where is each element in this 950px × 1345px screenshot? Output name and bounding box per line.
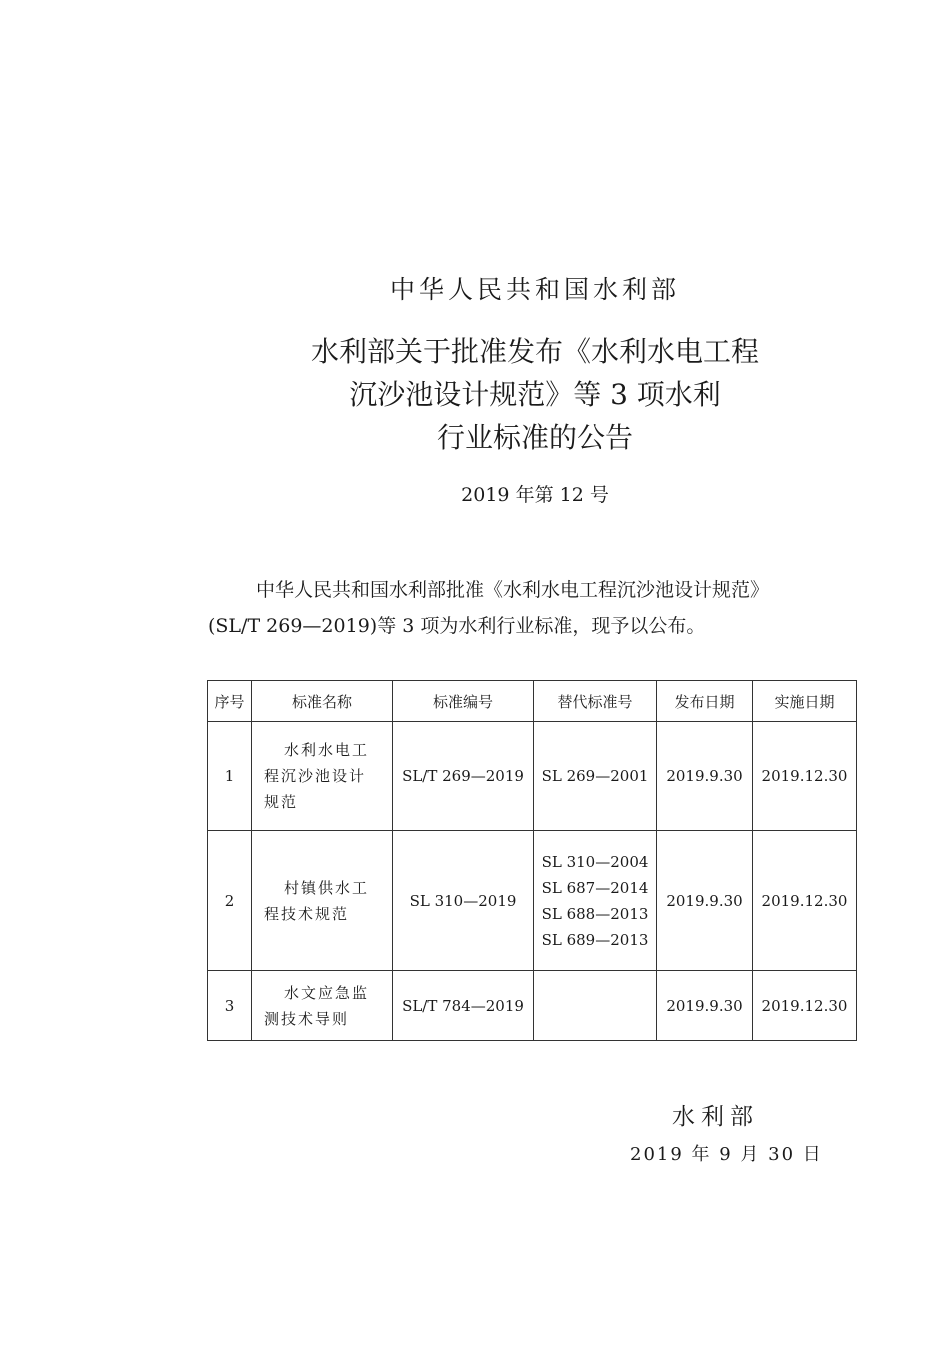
- name-line: 水文应急监: [284, 983, 370, 1002]
- table-header-row: [208, 681, 857, 722]
- name-line: 水利水电工: [284, 741, 370, 759]
- cell-standard-name: [252, 831, 393, 971]
- cell-index: 2: [208, 831, 252, 971]
- document-number: 2019 年第 12 号: [461, 484, 609, 506]
- name-line: 规范: [264, 793, 299, 811]
- replaced-code: SL 310—2004: [541, 852, 649, 871]
- cell-publish-date: 2019.9.30: [657, 971, 753, 1041]
- header-effective-date: 实施日期: [753, 681, 857, 722]
- body-line-2: (SL/T 269—2019)等 3 项为水利行业标准，现予以公布。: [208, 615, 706, 637]
- cell-replaced-code: [534, 722, 657, 831]
- cell-replaced-code: [534, 831, 657, 971]
- header-replaced-code: 替代标准号: [534, 681, 657, 722]
- signing-date: 2019 年 9 月 30 日: [630, 1144, 823, 1165]
- cell-index: 1: [208, 722, 252, 831]
- name-line: 村镇供水工: [284, 878, 370, 897]
- cell-publish-date: 2019.9.30: [657, 831, 753, 971]
- table-row: [208, 831, 857, 971]
- title-line-3: 行业标准的公告: [436, 421, 633, 454]
- replaced-code: SL 269—2001: [541, 767, 649, 785]
- issuing-authority: 中华人民共和国水利部: [389, 275, 680, 304]
- header-standard-code: 标准编号: [393, 681, 534, 722]
- cell-replaced-code: [534, 971, 657, 1041]
- cell-effective-date: 2019.12.30: [753, 831, 857, 971]
- replaced-code: SL 689—2013: [541, 930, 649, 949]
- table-row: [208, 971, 857, 1041]
- cell-standard-code: SL/T 784—2019: [393, 971, 534, 1041]
- cell-standard-name: [252, 722, 393, 831]
- body-line-1: 中华人民共和国水利部批准《水利水电工程沉沙池设计规范》: [256, 579, 770, 601]
- cell-standard-name: [252, 971, 393, 1041]
- standards-table: [207, 680, 857, 1041]
- announcement-body: [208, 572, 868, 644]
- cell-effective-date: 2019.12.30: [753, 971, 857, 1041]
- title-line-1: 水利部关于批准发布《水利水电工程: [310, 335, 759, 368]
- header-standard-name: 标准名称: [252, 681, 393, 722]
- cell-standard-code: SL 310—2019: [393, 831, 534, 971]
- announcement-title: [60, 330, 950, 459]
- name-line: 测技术导则: [264, 1009, 350, 1028]
- name-line: 程技术规范: [264, 904, 350, 923]
- signer: 水利部: [672, 1104, 759, 1130]
- replaced-code: SL 688—2013: [541, 904, 649, 923]
- replaced-code: SL 687—2014: [541, 878, 649, 897]
- title-line-2: 沉沙池设计规范》等 3 项水利: [349, 378, 721, 411]
- cell-standard-code: SL/T 269—2019: [393, 722, 534, 831]
- name-line: 程沉沙池设计: [264, 767, 367, 785]
- header-index: 序号: [208, 681, 252, 722]
- header-publish-date: 发布日期: [657, 681, 753, 722]
- table-row: [208, 722, 857, 831]
- cell-index: 3: [208, 971, 252, 1041]
- cell-publish-date: 2019.9.30: [657, 722, 753, 831]
- cell-effective-date: 2019.12.30: [753, 722, 857, 831]
